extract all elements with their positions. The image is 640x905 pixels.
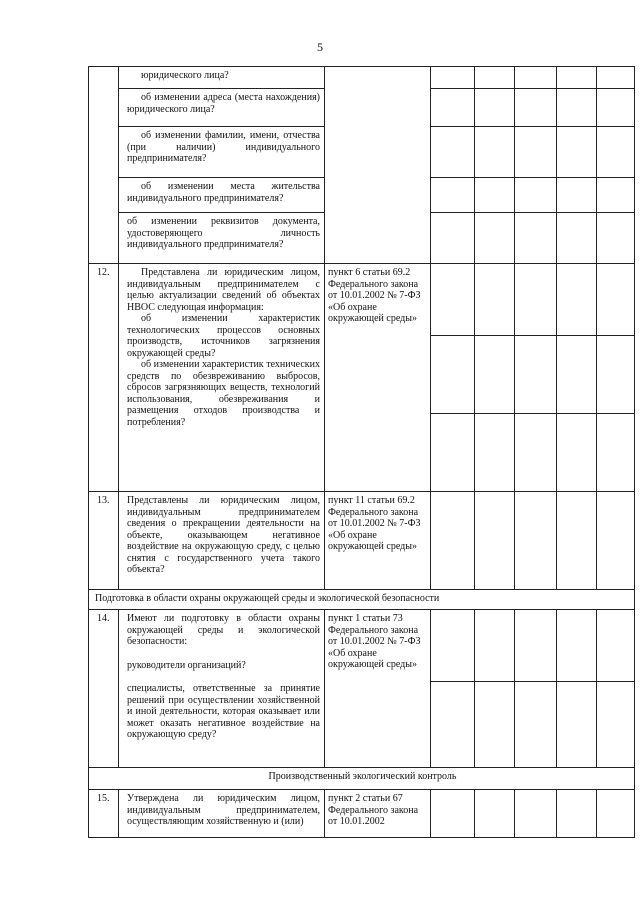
- row-number-cell: [89, 67, 119, 264]
- question-cell: об изменении адреса (места нахождения) юридического лица?: [119, 89, 325, 127]
- table-row: [89, 492, 635, 590]
- question-cell: Представлены ли юридическим лицом, индивидуальным предпринимателем сведения о прекращении деятельности на объекте, оказывающем негативное воздействие на окружающую среду, с целью снятия с государственного учета такого объекта?: [119, 492, 325, 590]
- table-row: [89, 67, 635, 89]
- table-row: [89, 610, 635, 682]
- legal-reference-cell: пункт 6 статьи 69.2 Федерального закона от 10.01.2002 № 7-ФЗ «Об охране окружающей среды»: [325, 264, 431, 492]
- question-cell: Утверждена ли юридическим лицом, индивидуальным предпринимателем, осуществляющим хозяйственную и (или): [119, 790, 325, 838]
- section-header: Производственный экологический контроль: [89, 768, 635, 790]
- row-number-cell: 12.: [89, 264, 119, 492]
- question-cell: Представлена ли юридическим лицом, индивидуальным предпринимателем с целью актуализации сведений об объектах НВОС следующая информация: об изменении характеристик технологических процессов основных производств, источников загрязнения окружающей среды? об изменении характеристик технических средств по обезвреживанию выбросов, сбросов загрязняющих веществ, технологий использования, обезвреживания и размещения отходов производства и потребления?: [119, 264, 325, 492]
- question-cell: об изменении реквизитов документа, удостоверяющего личность индивидуального предпринимателя?: [119, 213, 325, 264]
- question-cell: Имеют ли подготовку в области охраны окружающей среды и экологической безопасности: руководители организаций? специалисты, ответственные за принятие решений при осуществлении хозяйственной и иной деятельности, которая оказывает или может оказать негативное воздействие на окружающую среду?: [119, 610, 325, 768]
- answer-na-cell[interactable]: [515, 67, 557, 89]
- legal-reference-cell: пункт 11 статьи 69.2 Федерального закона от 10.01.2002 № 7-ФЗ «Об охране окружающей среды»: [325, 492, 431, 590]
- legal-reference-cell: пункт 1 статьи 73 Федерального закона от 10.01.2002 № 7-ФЗ «Об охране окружающей среды»: [325, 610, 431, 768]
- row-number-cell: 13.: [89, 492, 119, 590]
- table-row: [89, 790, 635, 838]
- table-row: [89, 264, 635, 336]
- checklist-table: [88, 66, 635, 838]
- page-number: 5: [317, 40, 323, 54]
- row-number-cell: 14.: [89, 610, 119, 768]
- legal-reference-cell: [325, 67, 431, 264]
- question-cell: об изменении фамилии, имени, отчества (при наличии) индивидуального предпринимателя?: [119, 127, 325, 178]
- answer-yes-cell[interactable]: [431, 67, 475, 89]
- section-header-row: [89, 590, 635, 610]
- answer-no-cell[interactable]: [475, 67, 515, 89]
- question-cell: юридического лица?: [119, 67, 325, 89]
- section-header: Подготовка в области охраны окружающей среды и экологической безопасности: [89, 590, 635, 610]
- extra-cell[interactable]: [597, 67, 635, 89]
- row-number-cell: 15.: [89, 790, 119, 838]
- question-cell: об изменении места жительства индивидуального предпринимателя?: [119, 178, 325, 213]
- legal-reference-cell: пункт 2 статьи 67 Федерального закона от 10.01.2002: [325, 790, 431, 838]
- comment-cell[interactable]: [557, 67, 597, 89]
- section-header-row: [89, 768, 635, 790]
